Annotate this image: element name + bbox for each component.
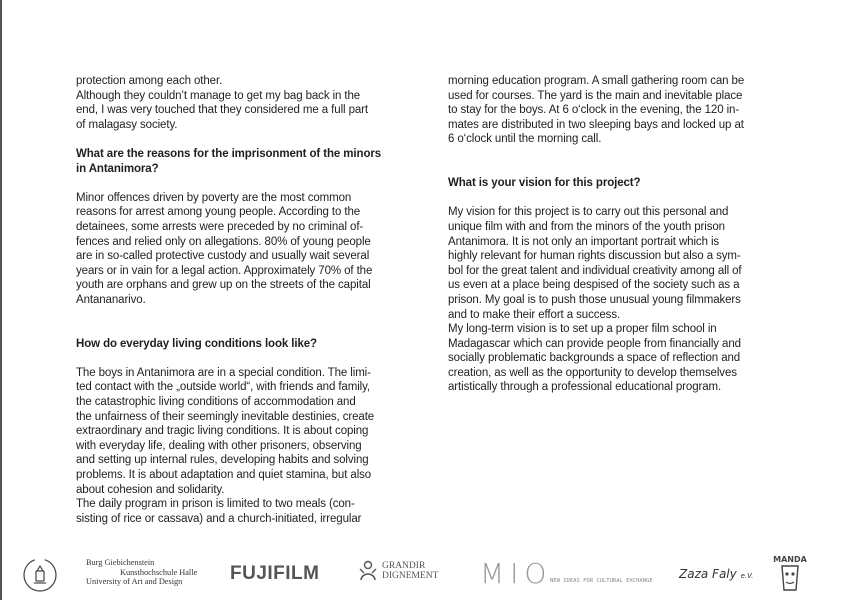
- right-text-column: [448, 74, 784, 395]
- burg-school: Kunsthochschule Halle: [120, 567, 198, 577]
- mio-tagline: NEW IDEAS FOR CULTURAL EXCHANGE: [550, 578, 653, 584]
- heading-reasons-imprisonment: What are the reasons for the imprisonment of the minors in Antanimora?: [76, 147, 382, 175]
- grandir-word: GRANDIR: [382, 561, 426, 571]
- paragraph-vision: My vision for this project is to carry out this personal and unique film with and from the minors of the youth prison Antanimora. It is not only an important portrait which is highly relevant for human rights discussion but also a sym- bol for the great talent and individual creativity among all of us even at a place being despised of the society such as a prison. My goal is to push those unusual young filmmakers and to make their effort a success. My long-term vision is to set up a proper film school in Madagascar which can provide people from financially and socially problematic backgrounds a space of reflection and creation, as well as the opportunity to develop themselves artistically through a professional educational program.: [448, 206, 742, 394]
- heading-living-conditions: How do everyday living conditions look like?: [76, 337, 317, 350]
- burg-giebichenstein-logo: [86, 558, 197, 587]
- mio-logo: MIO: [480, 557, 553, 590]
- burg-seal-logo: [22, 557, 58, 593]
- zaza-faly-logo: [679, 567, 753, 581]
- burg-name: Burg Giebichenstein: [86, 558, 155, 567]
- paragraph-protection: protection among each other. Although they couldn’t manage to get my bag back in the end, I was very touched that they considered me a full part of malagasy society.: [76, 75, 368, 131]
- fujifilm-logo: FUJIFILM: [230, 563, 320, 584]
- grandir-dignement-logo: [358, 560, 438, 582]
- grandir-figure-icon: [358, 560, 378, 582]
- zaza-name: Zaza Faly: [679, 567, 737, 581]
- sponsor-logo-bar: [0, 548, 849, 600]
- paragraph-reasons: Minor offences driven by poverty are the most common reasons for arrest among young people. According to the detainees, some arrests were preceded by no criminal of- fences and relied only on allegations. 80% of young people are in so-called protective custody and usually wait several years or in vain for a legal action. Approximately 70% of the youth are orphans and grew up on the streets of the capital Antananarivo.: [76, 191, 373, 306]
- burg-university: University of Art and Design: [86, 577, 183, 587]
- paragraph-education-program: morning education program. A small gathering room can be used for courses. The yard is the main and inevitable place to stay for the boys. At 6 o‘clock in the evening, the 120 in- mates are distributed in two sleeping bays and locked up at 6 o‘clock until the morning call.: [448, 75, 745, 146]
- left-text-column: [76, 74, 412, 526]
- dignement-word: DIGNEMENT: [382, 571, 439, 581]
- page-edge-line: [0, 0, 2, 600]
- manda-logo: [770, 552, 810, 596]
- heading-vision: What is your vision for this project?: [448, 177, 641, 190]
- paragraph-living-conditions: The boys in Antanimora are in a special condition. The limi- ted contact with the „outside world“, with friends and family, the catastrophic living conditions of accommodation and the unfairness of their seemingly inevitable destinies, create extraordinary and tragic living conditions. It is about coping with everyday life, dealing with other prisoners, observing and setting up internal rules, developing habits and solving problems. It is about adaptation and quiet stamina, but also about cohesion and solidarity. The daily program in prison is limited to two meals (con- sisting of rice or cassava) and a church-initiated, irregular: [76, 366, 375, 525]
- zaza-suffix: e.V.: [740, 572, 754, 580]
- manda-word: MANDA: [773, 555, 807, 564]
